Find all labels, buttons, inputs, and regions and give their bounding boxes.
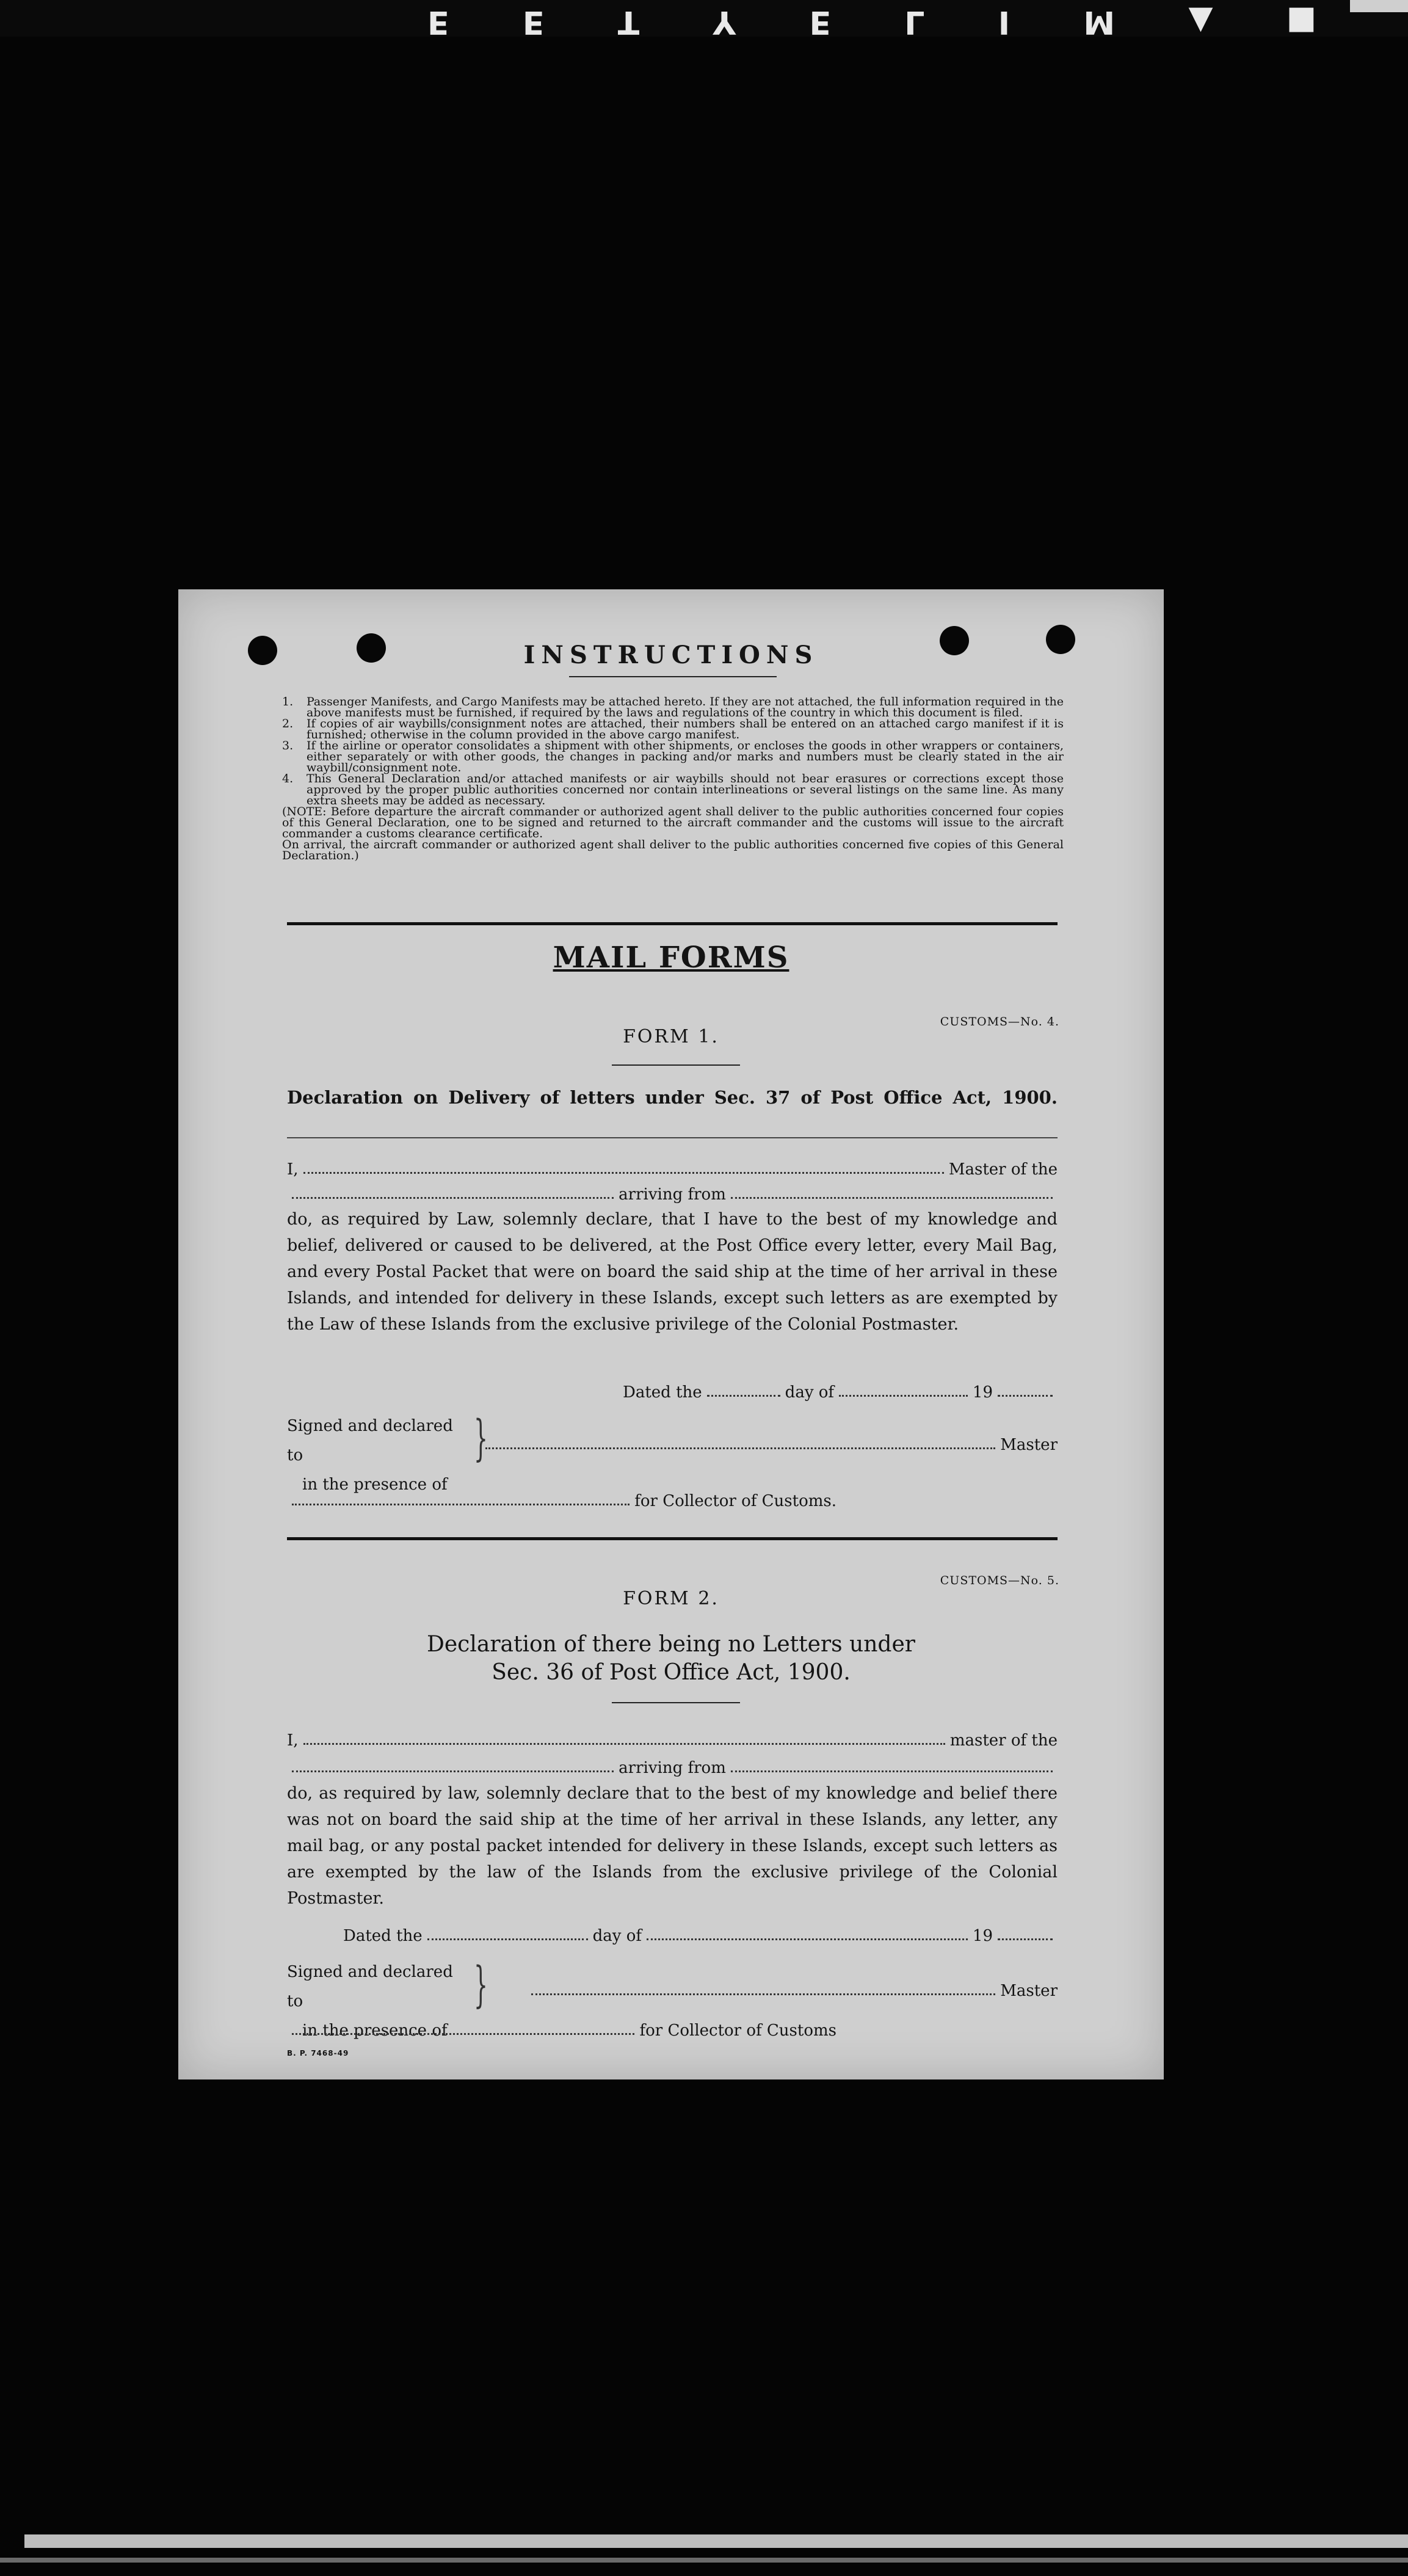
heading-word: Office [884,1087,943,1108]
form1-year-label: 19 [972,1383,993,1402]
form2-master-signature-blank[interactable] [531,1993,995,1995]
form2-i-label: I, [287,1731,299,1750]
film-letter: I [998,4,1013,40]
instruction-text: This General Declaration and/or attached manifests or air waybills should not bear erasures or corrections except those approved by the proper public authorities concerned nor contain interlineations or several listings on the same line. As many extra sheets may be added as necessary. [307,772,1064,807]
heading-word: under [645,1087,704,1108]
instruction-number: 4. [282,772,294,785]
form2-master-signature-line [526,1976,1058,2000]
form1-master-of-label: Master of the [948,1160,1058,1179]
document-page [178,589,1164,2079]
section-divider [287,922,1058,925]
form2-day-of-label: day of [592,1927,642,1945]
form2-collector-line [287,2015,836,2040]
instructions-list [282,696,1064,861]
form1-date-blank[interactable] [707,1395,780,1397]
form1-label: FORM 1. [623,1026,719,1047]
form2-heading-underline [612,1702,740,1703]
film-letter: ▲ [1188,4,1216,40]
instruction-text: Passenger Manifests, and Cargo Manifests may be attached hereto. If they are not attached, the full information required in the above manifests must be furnished, if required by the laws and regulations of the country in which this document is filed. [307,695,1064,719]
form1-origin-blank[interactable] [731,1197,1053,1199]
form2-master-of-label: master of the [949,1731,1058,1750]
form1-collector-label: for Collector of Customs. [634,1492,836,1510]
instruction-item [282,696,1064,718]
film-letter: T [617,4,642,40]
heading-word: Act, [953,1087,992,1108]
mail-forms-title: MAIL FORMS [553,941,789,975]
form2-arriving-from-label: arriving from [619,1759,726,1777]
instructions-title: INSTRUCTIONS [523,641,819,669]
form2-heading-line2: Sec. 36 of Post Office Act, 1900. [492,1660,851,1685]
form2-origin-blank[interactable] [731,1770,1053,1772]
form2-month-blank[interactable] [647,1938,968,1940]
form1-ship-blank[interactable] [292,1197,614,1199]
form1-dated-label: Dated the [623,1383,702,1402]
form1-heading-rule [287,1137,1058,1138]
film-letter: M [1083,4,1118,40]
form1-presence-label: in the presence of [302,1475,448,1494]
heading-word: of [800,1087,821,1108]
print-code: B. P. 7468-49 [287,2049,349,2058]
form1-master-label: Master [1000,1436,1058,1454]
form2-year-blank[interactable] [998,1938,1053,1940]
instructions-underline [569,676,777,677]
form1-i-label: I, [287,1160,299,1179]
heading-word: Delivery [448,1087,530,1108]
form1-collector-line [287,1486,836,1510]
form1-heading [287,1087,1058,1108]
form2-heading [178,1631,1164,1687]
form1-arriving-line [287,1179,1058,1204]
form2-customs-number: CUSTOMS—No. 5. [940,1574,1059,1587]
film-bottom-edge [0,2558,1408,2563]
form2-arriving-line [287,1753,1058,1777]
instruction-item [282,740,1064,773]
form2-collector-label: for Collector of Customs [639,2021,836,2040]
form1-label-underline [612,1064,740,1066]
form2-year-label: 19 [972,1927,993,1945]
instruction-item [282,718,1064,740]
film-letter: ■ [1286,4,1319,40]
heading-word: Sec. [714,1087,755,1108]
form2-brace: } [473,1956,488,2013]
form2-signed-label: Signed and declared to [287,1963,453,2010]
form2-heading-line1: Declaration of there being no Letters under [427,1632,915,1657]
form1-arriving-from-label: arriving from [619,1185,726,1204]
form2-dated-label: Dated the [343,1927,423,1945]
form2-ship-blank[interactable] [292,1770,614,1772]
form2-dated-line [343,1921,1058,1945]
instruction-number: 3. [282,739,294,752]
form1-master-line [287,1154,1058,1179]
instruction-number: 1. [282,695,294,708]
form1-year-blank[interactable] [998,1395,1053,1397]
form2-date-blank[interactable] [427,1938,588,1940]
instruction-note-arrival: On arrival, the aircraft commander or authorized agent shall deliver to the public authorities concerned five copies of this General Declaration.) [282,838,1064,862]
form2-name-blank[interactable] [303,1743,945,1745]
form1-month-blank[interactable] [839,1395,968,1397]
film-letter: Y [713,4,739,40]
form1-signed-label: Signed and declared to [287,1417,453,1464]
instruction-text: If the airline or operator consolidates a shipment with other shipments, or encloses the goods in other wrappers or containers, either separately or with other goods, the changes in packing and/or marks and numbers must be clearly stated in the air waybill/consignment note. [307,739,1064,774]
form1-collector-blank[interactable] [292,1504,630,1505]
film-letter: L [904,4,927,40]
form1-dated-line [623,1377,1058,1402]
form2-presence-label: in the presence of [302,2021,448,2040]
instruction-text: If copies of air waybills/consignment notes are attached, their numbers shall be entered on an attached cargo manifest if it is furnished; otherwise in the column provided in the above cargo manifest. [307,717,1064,741]
heading-word: Declaration [287,1087,403,1108]
heading-word: Post [830,1087,874,1108]
form2-collector-blank[interactable] [292,2033,634,2035]
heading-word: 37 [766,1087,791,1108]
instruction-item [282,773,1064,806]
form2-declaration-text: do, as required by law, solemnly declare that to the best of my knowledge and belief there was not on board the said ship at the time of her arrival in these Islands, any letter, any mail bag, or any postal packet intended for delivery in these Islands, except such letters as are exempted by the law of the Islands from the exclusive privilege of the Colonial Postmaster. [287,1784,1058,1908]
instruction-note: (NOTE: Before departure the aircraft commander or authorized agent shall deliver to the public authorities concerned four copies of this General Declaration, one to be signed and returned to the aircraft commander and the customs will issue to the aircraft commander a customs clearance certificate. [282,805,1064,840]
film-letter: E [809,4,833,40]
heading-word: letters [570,1087,635,1108]
form2-label: FORM 2. [623,1588,719,1609]
form1-declaration-text: do, as required by Law, solemnly declare, that I have to the best of my knowledge and belief, delivered or caused to be delivered, at the Post Office every letter, every Mail Bag, and every Postal Packet that were on board the said ship at the time of her arrival in these Islands, and intended for delivery in these Islands, except such letters as are exempted by the Law of these Islands from the exclusive privilege of the Colonial Postmaster. [287,1210,1058,1334]
form2-master-label: Master [1000,1982,1058,2000]
heading-word: 1900. [1002,1087,1058,1108]
film-letter: E [427,4,452,40]
film-edge-markings [427,0,1319,38]
instruction-number: 2. [282,717,294,730]
heading-word: of [540,1087,560,1108]
form1-day-of-label: day of [785,1383,835,1402]
form1-master-signature-blank[interactable] [485,1447,995,1449]
form1-customs-number: CUSTOMS—No. 4. [940,1015,1059,1028]
form2-master-line [287,1725,1058,1750]
film-bottom-edge [24,2534,1408,2548]
film-letter: E [522,4,547,40]
form1-master-signature-line [481,1430,1058,1454]
film-border [1350,0,1408,12]
heading-word: on [413,1087,438,1108]
section-divider [287,1537,1058,1540]
form1-brace: } [473,1410,488,1466]
form1-name-blank[interactable] [303,1172,944,1174]
